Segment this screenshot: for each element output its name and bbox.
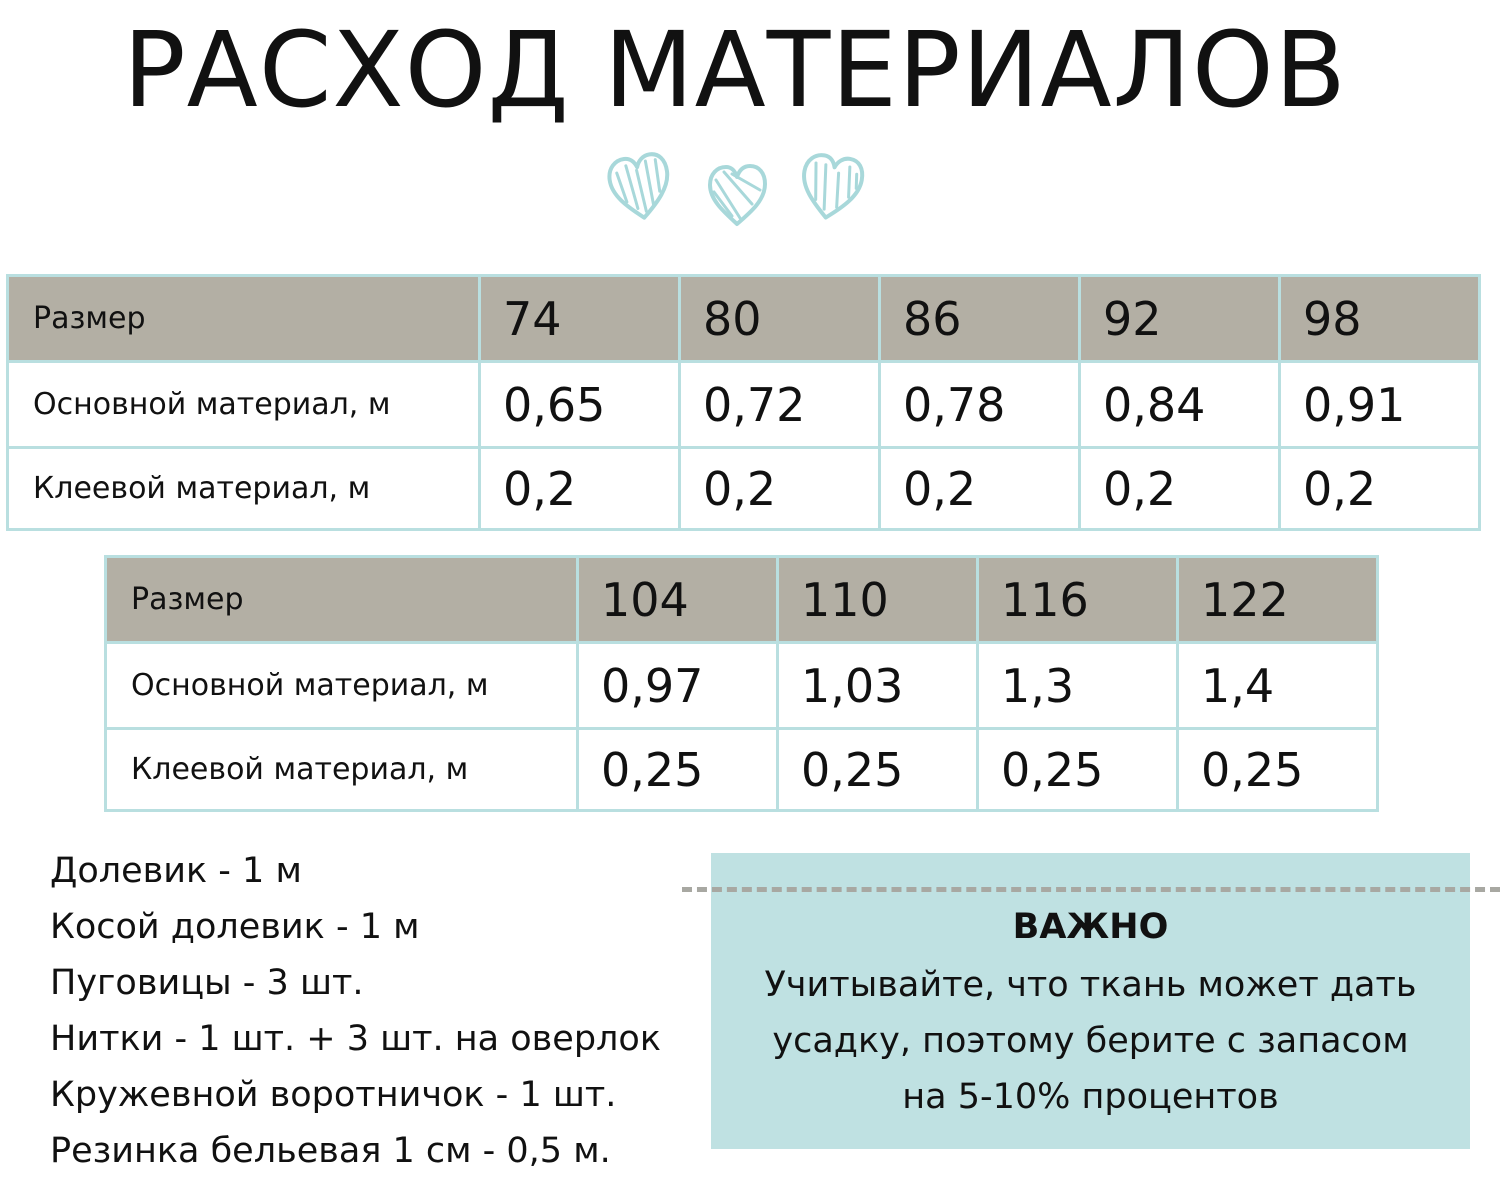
list-item: Долевик - 1 м xyxy=(50,851,302,891)
hearts-decoration xyxy=(600,150,870,230)
size-cell: 92 xyxy=(1080,276,1280,362)
heart-icon xyxy=(702,158,772,233)
value-cell: 0,84 xyxy=(1080,362,1280,448)
row-label: Основной материал, м xyxy=(106,643,578,729)
note-line: на 5-10% процентов xyxy=(902,1077,1279,1117)
table-row xyxy=(8,362,1480,448)
value-cell: 1,3 xyxy=(978,643,1178,729)
note-line: Учитывайте, что ткань может дать xyxy=(764,965,1417,1005)
list-item: Кружевной воротничок - 1 шт. xyxy=(50,1075,617,1115)
size-label: Размер xyxy=(106,557,578,643)
value-cell: 0,78 xyxy=(880,362,1080,448)
row-label: Клеевой материал, м xyxy=(8,448,480,530)
size-cell: 122 xyxy=(1178,557,1378,643)
table-row xyxy=(8,448,1480,530)
value-cell: 0,65 xyxy=(480,362,680,448)
row-label: Клеевой материал, м xyxy=(106,729,578,811)
value-cell: 0,2 xyxy=(1080,448,1280,530)
size-label: Размер xyxy=(8,276,480,362)
note-line: усадку, поэтому берите с запасом xyxy=(772,1021,1409,1061)
materials-table-small-sizes xyxy=(6,274,1481,531)
table-header-row xyxy=(106,557,1378,643)
value-cell: 0,72 xyxy=(680,362,880,448)
list-item: Резинка бельевая 1 см - 0,5 м. xyxy=(50,1131,611,1171)
size-cell: 110 xyxy=(778,557,978,643)
size-cell: 86 xyxy=(880,276,1080,362)
size-cell: 74 xyxy=(480,276,680,362)
note-title: ВАЖНО xyxy=(1012,907,1169,947)
size-cell: 98 xyxy=(1280,276,1480,362)
value-cell: 0,2 xyxy=(880,448,1080,530)
supplies-list xyxy=(50,843,690,1179)
list-item: Косой долевик - 1 м xyxy=(50,907,420,947)
value-cell: 0,25 xyxy=(778,729,978,811)
size-cell: 80 xyxy=(680,276,880,362)
table-row xyxy=(106,643,1378,729)
row-label: Основной материал, м xyxy=(8,362,480,448)
value-cell: 0,25 xyxy=(578,729,778,811)
value-cell: 0,2 xyxy=(480,448,680,530)
value-cell: 0,2 xyxy=(680,448,880,530)
important-note-box xyxy=(711,853,1470,1149)
size-cell: 116 xyxy=(978,557,1178,643)
list-item: Пуговицы - 3 шт. xyxy=(50,963,364,1003)
value-cell: 0,25 xyxy=(1178,729,1378,811)
table-header-row xyxy=(8,276,1480,362)
dashed-divider xyxy=(682,887,1500,892)
size-cell: 104 xyxy=(578,557,778,643)
heart-icon xyxy=(600,145,680,229)
heart-icon xyxy=(790,144,872,230)
value-cell: 0,2 xyxy=(1280,448,1480,530)
list-item: Нитки - 1 шт. + 3 шт. на оверлок xyxy=(50,1019,661,1059)
materials-table-large-sizes xyxy=(104,555,1379,812)
page-title: РАСХОД МАТЕРИАЛОВ xyxy=(122,9,1348,131)
value-cell: 1,4 xyxy=(1178,643,1378,729)
table-row xyxy=(106,729,1378,811)
value-cell: 1,03 xyxy=(778,643,978,729)
value-cell: 0,97 xyxy=(578,643,778,729)
value-cell: 0,91 xyxy=(1280,362,1480,448)
value-cell: 0,25 xyxy=(978,729,1178,811)
